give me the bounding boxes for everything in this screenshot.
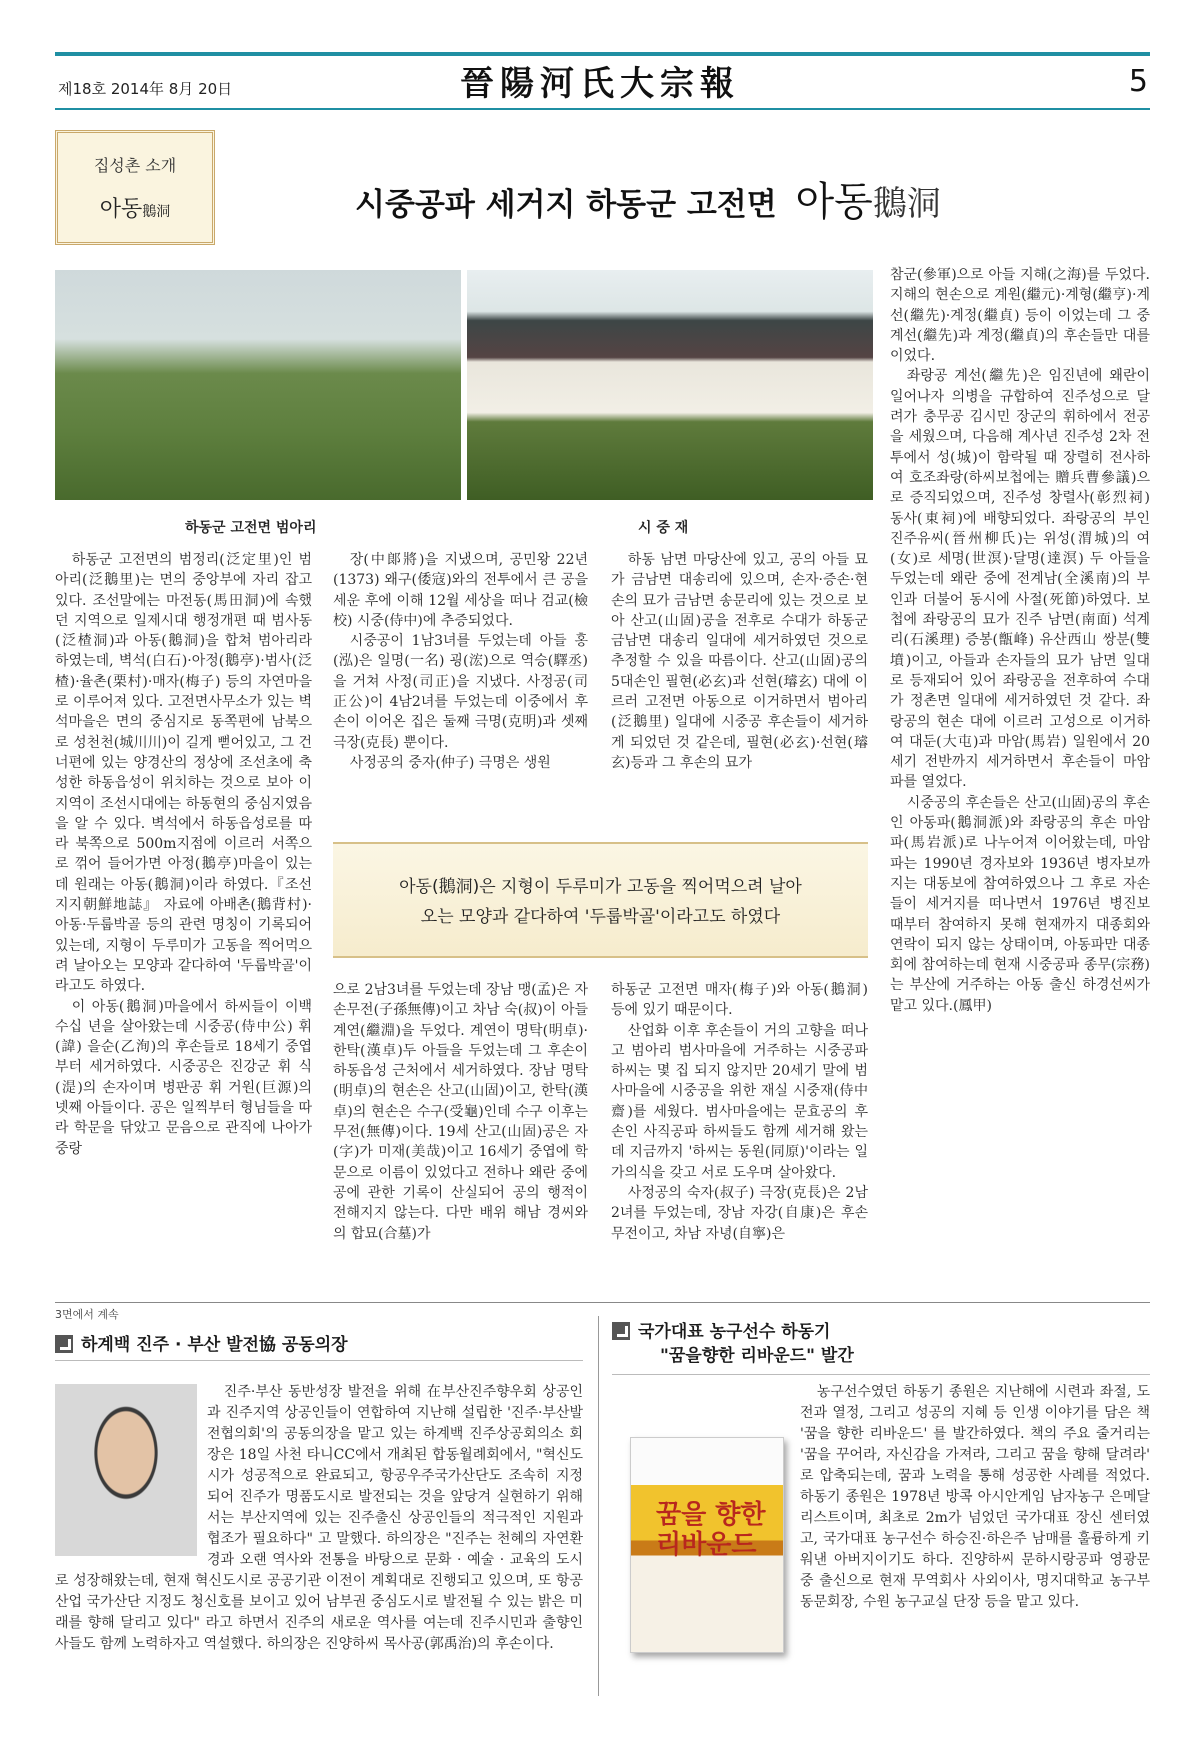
paragraph: 시중공이 1남3녀를 두었는데 아들 홍(泓)은 일명(一名) 굉(浤)으로 역승(驛丞)을 거쳐 사정(司正)을 지냈다. 사정공(司正公)이 4남2녀를 두었는데 이중에서 후손이 이어온 집은 둘째 극명(克明)과 셋째 극장(克長) 뿐이다. [333,633,588,751]
article-column-2b [333,980,588,1290]
paragraph: 으로 2남3녀를 두었는데 장남 맹(孟)은 자손무전(子孫無傳)이고 차남 숙(叔)이 아들 계연(繼淵)을 두었다. 계연이 명탁(明卓)·한탁(漢卓)두 아들을 두었는데 그 후손이 하동읍성 근처에서 세거하였다. 장남 명탁(明卓)의 현손은 산고(山固)이고, 한탁(漢卓)의 현손은 수구(受龜)인데 수구 이후는 무전(無傳)이다. 19세 산고(山固)공은 자(字)가 미재(美哉)이고 16세기 중엽에 학문으로 이름이 있었다고 전하나 왜란 중에 공에 관한 기록이 산실되어 공의 행적이 전해지지 않는다. 다만 배위 해남 경씨와의 합묘(合墓)가 [333,982,588,1242]
right-heading-rule [612,1374,1150,1375]
article-column-4 [890,265,1150,1290]
paragraph: 하동 남면 마당산에 있고, 공의 아들 묘가 금남면 대송리에 있으며, 손자·증손·현손의 묘가 금남면 송문리에 있는 것으로 보아 산고(山固)공을 전후로 수대가 하동군 금남면 대송리 일대에 세거하였던 것으로 추정할 수 있을 따름이다. 산고(山固)공의 5대손인 필현(必玄)과 선현(璿玄) 대에 이르러 고전면 아동으로 이거하면서 범아리(泛鵝里) 일대에 시중공 후손들이 세거하게 되었던 것 같은데, 필현(必玄)·선현(璿玄)등과 그 후손의 묘가 [611,552,868,771]
article-column-3 [611,550,868,822]
continued-note: 3면에서 계속 [55,1308,119,1321]
paragraph: 사정공의 숙자(叔子) 극장(克長)은 2남2녀를 두었는데, 장남 자강(自康)은 후손무전이고, 차남 자녕(自寧)은 [611,1184,868,1242]
village-field-photo [55,270,461,500]
article-headline [355,170,941,227]
paragraph: 이 아동(鵝洞)마을에서 하씨들이 이백수십 년을 살아왔는데 시중공(侍中公) 휘(諱) 을순(乙洵)의 후손들로 18세기 중엽부터 세거하였다. 시중공은 진강군 휘 식(湜)의 손자이며 병판공 휘 거원(巨源)의 넷째 아들이다. 공은 일찍부터 형님들을 따라 학문을 닦았고 문음으로 관직에 나아가 중랑 [55,998,312,1157]
left-section-heading: 하계백 진주 · 부산 발전協 공동의장 [55,1330,348,1355]
paragraph: 장(中郞將)을 지냈으며, 공민왕 22년(1373) 왜구(倭寇)와의 전투에서 큰 공을 세운 후에 이해 12월 세상을 떠나 검교(檢校) 시중(侍中)에 추증되었다. [333,552,588,629]
paragraph: 하동군 고전면 매자(梅子)와 아동(鵝洞) 등에 있기 때문이다. [611,982,868,1019]
headline-han: 鵝洞 [872,184,941,224]
portrait-spacer [55,1382,207,1558]
village-intro-box [55,130,215,245]
pull-quote-line: 아동(鵝洞)은 지형이 두루미가 고동을 찍어먹으려 날아 [399,877,802,897]
column-divider [598,1316,599,1696]
intro-label: 집성촌 소개 [93,156,177,175]
pull-quote-line: 오는 모양과 같다하여 '두룹박골'이라고도 하였다 [420,907,781,927]
article-column-1 [55,550,312,1290]
paragraph: 산업화 이후 후손들이 거의 고향을 떠나고 범아리 범사마을에 거주하는 시중공파 하씨는 몇 집 되지 않지만 20세기 말에 범사마을에 시중공을 위한 재실 시중재(侍中齋)를 세웠다. 범사마을에는 문효공의 후손인 사직공파 하씨들도 함께 세거해 왔는데 지금까지 '하씨는 동원(同原)'이라는 일가의식을 갖고 서로 도우며 살아왔다. [611,1022,868,1181]
section-divider [55,1302,1150,1303]
headline-main: 시중공파 세거지 하동군 고전면 [355,187,777,223]
issue-date: 제18호 2014年 8月 20日 [58,80,233,98]
pull-quote [333,842,868,958]
intro-village-name: 아동鵝洞 [99,197,171,222]
photo-caption-right: 시 중 재 [638,520,689,536]
paragraph: 진주·부산 동반성장 발전을 위해 在부산진주향우회 상공인과 진주지역 상공인들이 연합하여 지난해 설립한 '진주·부산발전협의회'의 공동의장을 맡고 있는 하계백 진주상공회의소 회장은 18일 사천 타니CC에서 개최된 합동월례회에서, "혁신도시가 성공적으로 완료되고, 항공우주국가산단도 조속히 지정되어 진주가 명품도시로 발전되는 것을 앞당겨 실현하기 위해서는 부산지역에 있는 진주출신 상공인들의 적극적인 지원과 협조가 필요하다" 고 말했다. 하의장은 "진주는 천혜의 자연환경과 오랜 역사와 전통을 바탕으로 문화 · 예술 · 교육의 도시로 성장해왔는데, 현재 혁신도시로 공공기관 이전이 계획대로 진행되고 있으며, 또 항공산업 국가산단 지정도 청신호를 보이고 있어 남부권 중심도시로 발전될 수 있는 밝은 미래를 향해 달리고 있다" 라고 하면서 진주의 새로운 역사를 여는데 진주시민과 출향인사들도 함께 노력하자고 역설했다. 하의장은 진양하씨 목사공(郭禹治)의 후손이다. [55,1384,583,1652]
right-section-body [800,1382,1150,1692]
paragraph: 참군(參軍)으로 아들 지해(之海)를 두었다. 지해의 현손으로 계원(繼元)·계형(繼亨)·계선(繼先)·계정(繼貞) 등이 이었는데 그 중 계선(繼先)과 계정(繼貞)의 후손들만 대를 이었다. [890,267,1150,365]
right-section-heading: 국가대표 농구선수 하동기 "꿈을향한 리바운드" 발간 [612,1320,854,1368]
photo-caption-left: 하동군 고전면 범아리 [185,520,317,536]
left-section-body [55,1382,583,1692]
paragraph: 사정공의 중자(仲子) 극명은 생원 [349,754,551,771]
article-column-2 [333,550,588,822]
article-column-3b [611,980,868,1290]
paragraph: 시중공의 후손들은 산고(山固)공의 후손인 아동파(鵝洞派)와 좌랑공의 후손 마암파(馬岩派)로 나누어져 이어왔는데, 마암파는 1990년 경자보와 1936년 병자보까지는 대동보에 참여하였으나 그 후로 자손들이 세거지를 떠나면서 1976년 병진보 때부터 참여하지 못해 현재까지 대종회와 연락이 되지 않는 상태이며, 아동파만 대종회에 참여하는데 현재 시중공파 종무(宗務)는 부산에 거주하는 아동 출신 하경선씨가 맡고 있다.(鳳甲) [890,794,1150,1014]
sijungjae-shrine-photo [467,270,873,500]
paragraph: 농구선수였던 하동기 종원은 지난해에 시련과 좌절, 도전과 열정, 그리고 성공의 지혜 등 인생 이야기를 담은 책 '꿈을 향한 리바운드' 를 발간하였다. 책의 주요 줄거리는 '꿈을 꾸어라, 자신감을 가져라, 그리고 꿈을 향해 달려라' 로 압축되는데, 꿈과 노력을 통해 성공한 사례를 적었다. 하동기 종원은 1978년 방콕 아시안게임 남자농구 은메달리스트이며, 최초로 2m가 넘었던 국가대표 장신 센터였고, 국가대표 농구선수 하승진·하은주 남매를 훌륭하게 키워낸 아버지이기도 하다. 진양하씨 문하시랑공파 영광문중 출신으로 현재 무역회사 사외이사, 명지대학교 농구부 동문회장, 수원 농구교실 단장 등을 맡고 있다. [800,1384,1150,1610]
book-cover-title: 꿈을 향한 리바운드 [656,1500,766,1560]
left-heading-rule [55,1360,583,1361]
headline-big: 아동 [795,179,873,225]
header-bottom-rule [55,108,1150,110]
section-marker-icon [612,1322,630,1340]
paragraph: 좌랑공 계선(繼先)은 임진년에 왜란이 일어나자 의병을 규합하여 진주성으로 달려가 충무공 김시민 장군의 휘하에서 전공을 세웠으며, 다음해 계사년 진주성 2차 전투에서 성(城)이 함락될 때 장렬히 전사하여 호조좌랑(하씨보첩에는 贈兵曹參議)으로 증직되었으며, 진주성 창렬사(彰烈祠) 동사(東祠)에 배향되었다. 좌랑공의 부인 진주유씨(晉州柳氏)는 위성(渭城)의 여(女)로 세명(世溟)·달명(達溟) 두 아들을 두었는데 왜란 중에 전계남(全溪南)의 부인과 더불어 동시에 사절(死節)하였다. 보첩에 좌랑공의 묘가 진주 남면(南面) 석계리(石溪理) 증봉(甑峰) 유산西山 쌍분(雙墳)이고, 아들과 손자들의 묘가 남면 일대로 등재되어 있어 좌랑공을 전후하여 수대가 정촌면 일대에 세거하였던 것 같다. 좌랑공의 현손 대에 이르러 고성으로 이거하여 대둔(大屯)과 마암(馬岩) 일원에서 20세기 전반까지 세거하면서 후손들이 마암파를 열었다. [890,368,1150,791]
masthead-title: 晉陽河氏大宗報 [460,64,740,104]
section-marker-icon [55,1335,73,1353]
paragraph: 하동군 고전면의 범정리(泛定里)인 범아리(泛鵝里)는 면의 중앙부에 자리 잡고 있다. 조선말에는 마전동(馬田洞)에 속했던 지역으로 일제시대 행정개편 때 범사동(泛楂洞)과 아동(鵝洞)을 합쳐 범아리라 하였는데, 벽석(白石)·아정(鵝亭)·범사(泛楂)·율촌(栗村)·매자(梅子) 등의 자연마을로 이루어져 있다. 고전면사무소가 있는 벽석마을은 면의 중심지로 동쪽편에 남북으로 성천천(城川川)이 길게 뻗어있고, 그 건너편에 있는 양경산의 정상에 조선초에 축성한 하동읍성이 위치하는 것으로 보아 이지역이 조선시대에는 하동현의 중심지였음을 알 수 있다. 벽석에서 하동읍성로를 따라 북쪽으로 500m지점에 이르러 서쪽으로 꺾어 들어가면 아정(鵝亭)마을이 있는데 원래는 아동(鵝洞)이라 하였다.『조선지지朝鮮地誌』 자료에 아배촌(鵝背村)·아동·두룹박골 등의 관련 명칭이 기록되어 있는데, 지형이 두루미가 고동을 찍어먹으려 날아오는 모양과 같다하여 '두룹박골'이라고도 하였다. [55,552,312,995]
page-number: 5 [1128,64,1148,99]
